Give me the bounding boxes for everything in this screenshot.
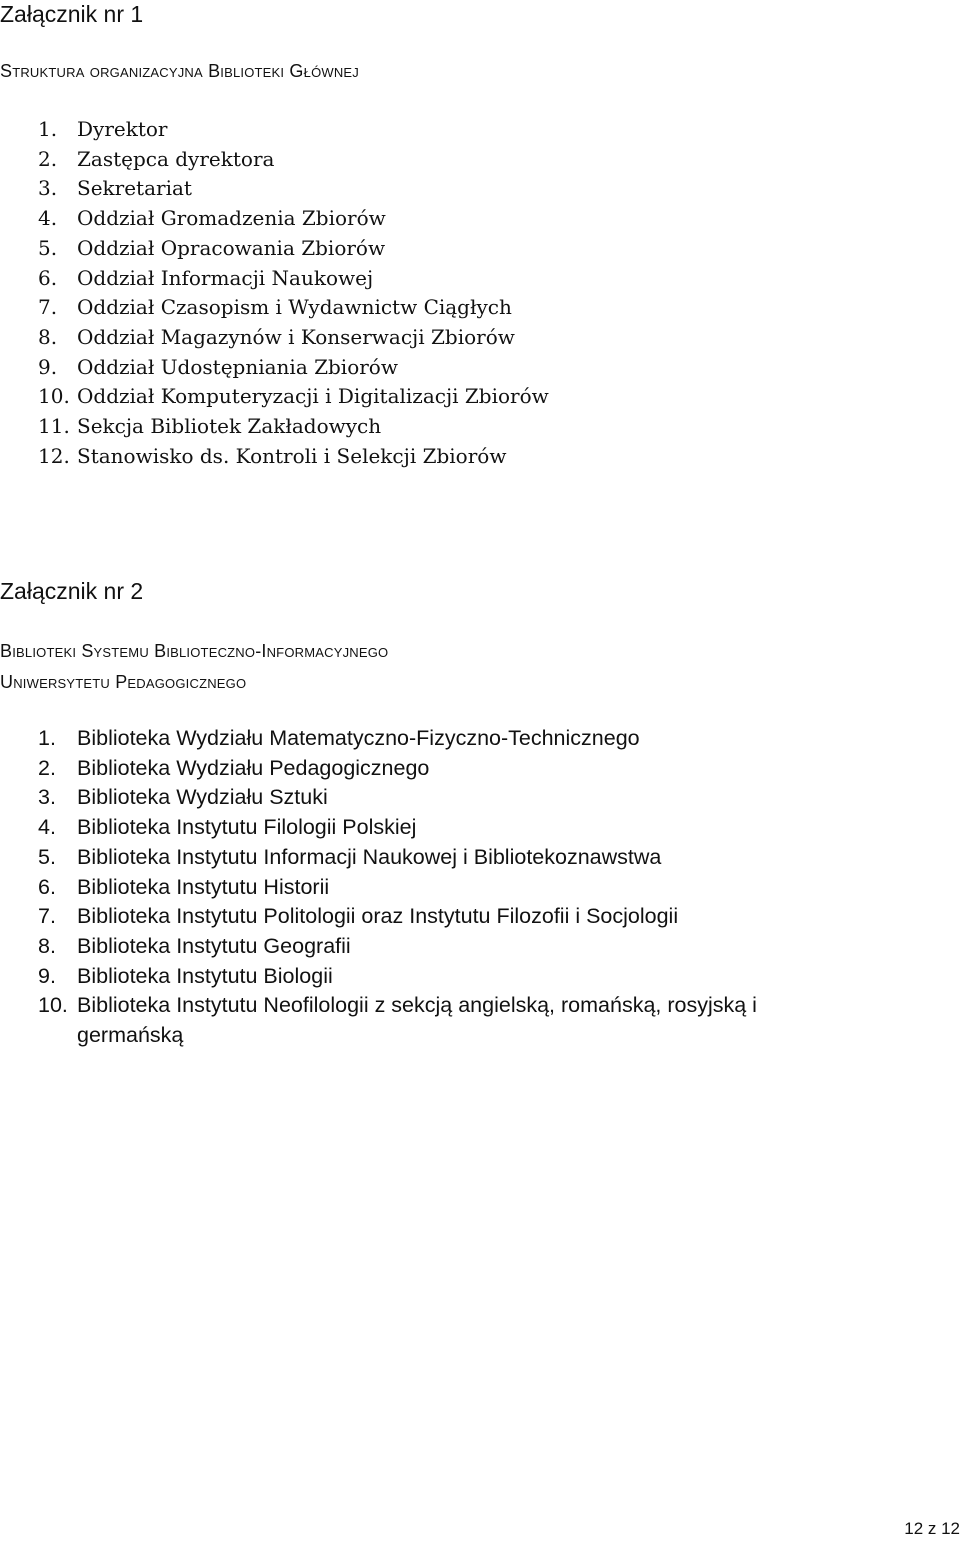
- list-item: 1. Dyrektor: [38, 117, 168, 141]
- list-item: 1. Biblioteka Wydziału Matematyczno-Fizyczno-Technicznego: [38, 726, 640, 750]
- list-item: 3. Biblioteka Wydziału Sztuki: [38, 785, 328, 810]
- list-item: 5. Oddział Opracowania Zbiorów: [38, 235, 386, 260]
- list-item: 5. Biblioteka Instytutu Informacji Naukowej i Bibliotekoznawstwa: [38, 844, 662, 869]
- list-item: 3. Sekretariat: [38, 176, 192, 201]
- list-item: 12. Stanowisko ds. Kontroli i Selekcji Zbiorów: [38, 443, 507, 468]
- annex1-subtitle: Struktura organizacyjna Biblioteki Głównej: [0, 61, 360, 81]
- list-item: 7. Oddział Czasopism i Wydawnictw Ciągłych: [38, 295, 512, 320]
- list-item: 9. Oddział Udostępniania Zbiorów: [38, 354, 398, 379]
- list-item: 2. Biblioteka Wydziału Pedagogicznego: [38, 755, 430, 780]
- annex2-list: [0, 724, 897, 1051]
- annex1-heading: Załącznik nr 1: [0, 1, 144, 27]
- list-item: 7. Biblioteka Instytutu Politologii oraz Instytutu Filozofii i Socjologii: [38, 904, 679, 929]
- list-item: 4. Biblioteka Instytutu Filologii Polskiej: [38, 815, 417, 840]
- list-item: 2. Zastępca dyrektora: [38, 146, 275, 171]
- list-item: 9. Biblioteka Instytutu Biologii: [38, 963, 333, 988]
- list-item: 8. Oddział Magazynów i Konserwacji Zbiorów: [38, 324, 515, 349]
- list-item: 6. Biblioteka Instytutu Historii: [38, 874, 330, 899]
- annex1-list: [0, 115, 897, 471]
- annex2-subtitle-line1: Biblioteki Systemu Biblioteczno-Informacyjnego: [0, 641, 389, 661]
- list-item: 10. Oddział Komputeryzacji i Digitalizacji Zbiorów: [38, 384, 549, 409]
- list-item: 8. Biblioteka Instytutu Geografii: [38, 933, 351, 958]
- list-item: 10. Biblioteka Instytutu Neofilologii z sekcją angielską, romańską, rosyjską i germańską: [38, 993, 757, 1048]
- annex2-subtitle-line2: Uniwersytetu Pedagogicznego: [0, 672, 247, 692]
- list-item: 4. Oddział Gromadzenia Zbiorów: [38, 206, 386, 231]
- list-item: 6. Oddział Informacji Naukowej: [38, 265, 374, 290]
- annex2-heading: Załącznik nr 2: [0, 578, 144, 604]
- page-number: 12 z 12: [904, 1519, 960, 1538]
- list-item: 11. Sekcja Bibliotek Zakładowych: [38, 414, 382, 439]
